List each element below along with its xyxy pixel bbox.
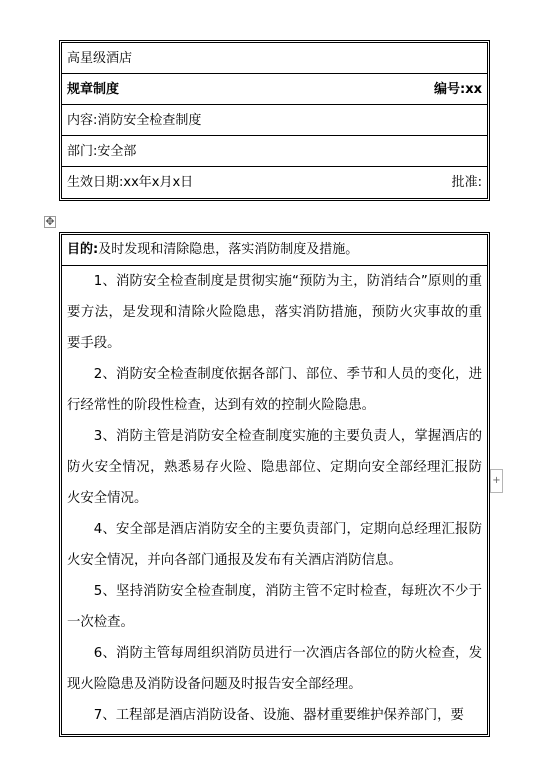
- body-table: [59, 232, 490, 737]
- document-number: 编号:xx: [434, 82, 482, 97]
- category-label: 规章制度: [67, 82, 120, 97]
- regulation-content: [62, 266, 487, 731]
- purpose-label: 目的:: [67, 242, 99, 257]
- category-row: [62, 74, 487, 105]
- department: 部门:安全部: [67, 144, 137, 159]
- company-row: [62, 43, 487, 74]
- company-name: 高星级酒店: [67, 51, 133, 66]
- paragraph: 2、消防安全检查制度依据各部门、部位、季节和人员的变化，进行经常性的阶段性检查，达到有效的控制火险隐患。: [67, 367, 482, 413]
- add-column-icon[interactable]: +: [490, 469, 503, 493]
- department-row: [62, 136, 487, 167]
- approval: 批准:: [451, 175, 482, 190]
- content-title: 内容:消防安全检查制度: [67, 113, 202, 128]
- paragraph: 5、坚持消防安全检查制度，消防主管不定时检查，每班次不少于一次检查。: [67, 584, 482, 630]
- paragraph: 3、消防主管是消防安全检查制度实施的主要负责人，掌握酒店的防火安全情况，熟悉易存火险、隐患部位、定期向安全部经理汇报防火安全情况。: [67, 429, 482, 506]
- purpose-row: [62, 235, 487, 266]
- date-row: [62, 167, 487, 198]
- purpose-text: 及时发现和清除隐患，落实消防制度及措施。: [98, 242, 359, 257]
- effective-date: 生效日期:xx年x月x日: [67, 175, 194, 190]
- header-table: [59, 40, 490, 201]
- paragraph: 1、消防安全检查制度是贯彻实施“预防为主，防消结合”原则的重要方法，是发现和清除火险隐患，落实消防措施，预防火灾事故的重要手段。: [67, 274, 482, 351]
- paragraph: 4、安全部是酒店消防安全的主要负责部门，定期向总经理汇报防火安全情况，并向各部门通报及发布有关酒店消防信息。: [67, 522, 482, 568]
- paragraph: 7、工程部是酒店消防设备、设施、器材重要维护保养部门，要: [93, 708, 464, 723]
- paragraph: 6、消防主管每周组织消防员进行一次酒店各部位的防火检查，发现火险隐患及消防设备问题及时报告安全部经理。: [67, 646, 482, 692]
- content-row: [62, 105, 487, 136]
- table-move-handle-icon[interactable]: ✥: [45, 215, 55, 228]
